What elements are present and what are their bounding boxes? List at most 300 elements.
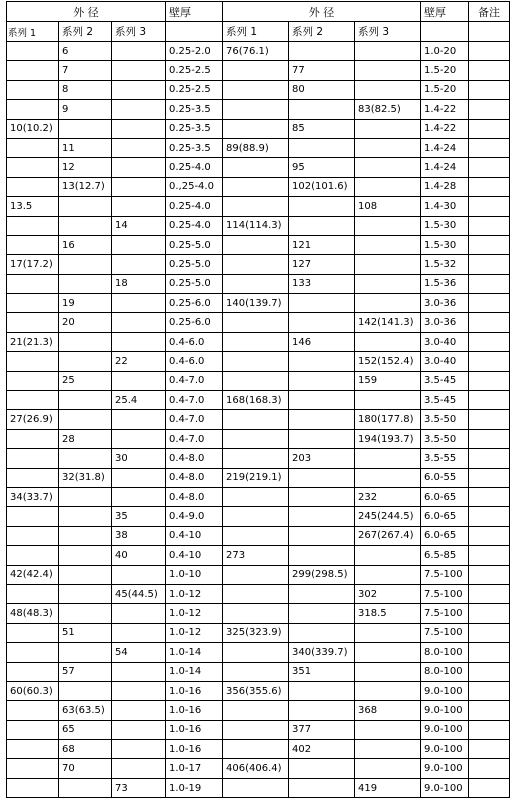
series-3-right-cell: [355, 662, 421, 681]
series-3-left-cell: [112, 61, 166, 80]
wall-thickness-right-cell: 9.0-100: [421, 701, 469, 720]
remarks-cell: [469, 216, 510, 235]
series-3-right-cell: [355, 177, 421, 196]
series-1-right-cell: [223, 158, 289, 177]
series-1-right-cell: [223, 507, 289, 526]
wall-thickness-right-cell: 7.5-100: [421, 604, 469, 623]
table-row: [7, 138, 510, 157]
wall-thickness-right-cell: 7.5-100: [421, 584, 469, 603]
table-wrapper: [6, 1, 510, 798]
series-1-right-cell: [223, 643, 289, 662]
remarks-cell: [469, 643, 510, 662]
series-3-left-cell: [112, 138, 166, 157]
series-1-left-cell: [7, 391, 59, 410]
series-3-right-cell: 152(152.4): [355, 352, 421, 371]
wall-thickness-left-cell: 1.0-19: [166, 778, 223, 797]
wall-thickness-left-cell: 1.0-10: [166, 565, 223, 584]
series-3-right-cell: [355, 546, 421, 565]
wall-thickness-left-cell: 0.4-9.0: [166, 507, 223, 526]
series-1-right-cell: [223, 371, 289, 390]
wall-thickness-right-cell: 3.5-55: [421, 449, 469, 468]
series-3-right-cell: 232: [355, 487, 421, 506]
wall-thickness-left-cell: 0.25-5.0: [166, 255, 223, 274]
series-2-right-cell: [289, 681, 355, 700]
series-1-left-cell: [7, 313, 59, 332]
remarks-cell: [469, 449, 510, 468]
wall-thickness-left-cell: 0.4-7.0: [166, 371, 223, 390]
table-row: [7, 740, 510, 759]
series-3-left-cell: [112, 740, 166, 759]
wall-thickness-left-cell: 1.0-16: [166, 681, 223, 700]
series-3-right-cell: 142(141.3): [355, 313, 421, 332]
remarks-cell: [469, 61, 510, 80]
series-3-left-cell: [112, 158, 166, 177]
series-3-left-cell: [112, 100, 166, 119]
series-1-left-cell: [7, 100, 59, 119]
wall-thickness-right-cell: 1.0-20: [421, 42, 469, 61]
pipe-size-table: [6, 1, 510, 798]
wall-thickness-left-cell: 0.25-6.0: [166, 313, 223, 332]
wall-thickness-right-cell: 1.5-20: [421, 80, 469, 99]
remarks-cell: [469, 681, 510, 700]
series-3-right-cell: [355, 720, 421, 739]
wall-thickness-right-cell: 6.0-65: [421, 507, 469, 526]
wall-thickness-left-cell: 0.4-6.0: [166, 352, 223, 371]
series-1-right-cell: [223, 701, 289, 720]
series-3-right-cell: 245(244.5): [355, 507, 421, 526]
table-row: [7, 429, 510, 448]
wall-thickness-right-cell: 1.5-36: [421, 274, 469, 293]
wall-thickness-right-cell: 9.0-100: [421, 681, 469, 700]
wall-thickness-right-cell: 1.4-28: [421, 177, 469, 196]
table-row: [7, 507, 510, 526]
series-2-right-cell: 85: [289, 119, 355, 138]
wall-thickness-right-cell: 1.5-30: [421, 235, 469, 254]
series-1-left-cell: 60(60.3): [7, 681, 59, 700]
series-2-right-cell: [289, 759, 355, 778]
table-row: [7, 759, 510, 778]
series-1-header-right: 系列 1: [223, 22, 289, 42]
series-3-right-cell: [355, 80, 421, 99]
series-2-right-cell: [289, 546, 355, 565]
series-1-right-cell: [223, 740, 289, 759]
series-1-left-cell: 27(26.9): [7, 410, 59, 429]
series-3-right-cell: [355, 759, 421, 778]
series-1-right-cell: 273: [223, 546, 289, 565]
series-1-right-cell: [223, 720, 289, 739]
series-1-right-cell: 89(88.9): [223, 138, 289, 157]
wall-thickness-left-cell: 0.4-8.0: [166, 468, 223, 487]
series-3-left-cell: 22: [112, 352, 166, 371]
wall-thickness-left-cell: 1.0-14: [166, 662, 223, 681]
wall-thickness-left-cell: 0.25-4.0: [166, 216, 223, 235]
series-3-right-cell: 318.5: [355, 604, 421, 623]
series-1-left-cell: [7, 42, 59, 61]
series-1-header-left: 系列 1: [7, 22, 59, 42]
series-3-left-cell: [112, 662, 166, 681]
series-2-right-cell: 102(101.6): [289, 177, 355, 196]
series-1-right-cell: 325(323.9): [223, 623, 289, 642]
series-1-right-cell: [223, 100, 289, 119]
remarks-cell: [469, 255, 510, 274]
wall-thickness-left-cell: 0.25-2.5: [166, 61, 223, 80]
series-3-left-cell: 73: [112, 778, 166, 797]
wall-thickness-right-cell: 1.5-20: [421, 61, 469, 80]
series-2-left-cell: [59, 526, 112, 545]
series-2-right-cell: 146: [289, 332, 355, 351]
series-2-right-cell: [289, 294, 355, 313]
remarks-cell: [469, 507, 510, 526]
series-3-right-cell: [355, 235, 421, 254]
remarks-cell: [469, 487, 510, 506]
remarks-cell: [469, 623, 510, 642]
series-1-right-cell: [223, 410, 289, 429]
wall-thickness-right-cell: 1.4-24: [421, 158, 469, 177]
wall-thickness-right-cell: 6.0-55: [421, 468, 469, 487]
series-2-left-cell: 68: [59, 740, 112, 759]
series-3-left-cell: 25.4: [112, 391, 166, 410]
series-1-right-cell: [223, 487, 289, 506]
series-3-right-cell: [355, 61, 421, 80]
series-1-left-cell: 42(42.4): [7, 565, 59, 584]
series-2-left-cell: [59, 410, 112, 429]
series-2-left-cell: [59, 332, 112, 351]
series-2-header-left: 系列 2: [59, 22, 112, 42]
series-1-left-cell: [7, 740, 59, 759]
series-3-left-cell: 35: [112, 507, 166, 526]
remarks-subheader: [469, 22, 510, 42]
series-3-left-cell: 30: [112, 449, 166, 468]
table-row: [7, 604, 510, 623]
series-3-left-cell: [112, 371, 166, 390]
table-row: [7, 623, 510, 642]
wall-thickness-right-cell: 3.5-50: [421, 410, 469, 429]
series-1-right-cell: [223, 274, 289, 293]
series-2-right-cell: 121: [289, 235, 355, 254]
series-1-right-cell: [223, 449, 289, 468]
table-row: [7, 274, 510, 293]
series-1-left-cell: [7, 662, 59, 681]
table-row: [7, 235, 510, 254]
series-2-right-cell: [289, 410, 355, 429]
wall-thickness-header-right: 壁厚: [421, 2, 469, 22]
series-3-right-cell: [355, 391, 421, 410]
series-3-right-cell: [355, 255, 421, 274]
table-row: [7, 546, 510, 565]
series-2-right-cell: [289, 584, 355, 603]
header-row-series: [7, 22, 510, 42]
table-row: [7, 584, 510, 603]
series-3-left-cell: [112, 332, 166, 351]
series-2-right-cell: 377: [289, 720, 355, 739]
series-3-left-cell: [112, 720, 166, 739]
series-2-right-cell: [289, 526, 355, 545]
series-3-left-cell: [112, 235, 166, 254]
series-1-right-cell: [223, 313, 289, 332]
series-2-left-cell: 8: [59, 80, 112, 99]
series-2-left-cell: [59, 216, 112, 235]
series-2-right-cell: [289, 391, 355, 410]
table-body: [7, 42, 510, 798]
series-3-right-cell: [355, 119, 421, 138]
remarks-cell: [469, 604, 510, 623]
series-2-left-cell: 7: [59, 61, 112, 80]
remarks-cell: [469, 274, 510, 293]
remarks-cell: [469, 720, 510, 739]
table-row: [7, 197, 510, 216]
remarks-cell: [469, 410, 510, 429]
remarks-cell: [469, 197, 510, 216]
remarks-cell: [469, 701, 510, 720]
series-1-left-cell: [7, 507, 59, 526]
wall-thickness-left-cell: 1.0-14: [166, 643, 223, 662]
wall-thickness-right-cell: 6.0-65: [421, 526, 469, 545]
series-3-left-cell: [112, 623, 166, 642]
wall-thickness-left-cell: 1.0-12: [166, 584, 223, 603]
header-row-main: [7, 2, 510, 22]
remarks-cell: [469, 158, 510, 177]
series-2-left-cell: 16: [59, 235, 112, 254]
series-2-right-cell: [289, 352, 355, 371]
wall-thickness-right-cell: 9.0-100: [421, 759, 469, 778]
series-1-left-cell: 48(48.3): [7, 604, 59, 623]
series-2-left-cell: [59, 119, 112, 138]
table-row: [7, 313, 510, 332]
series-3-right-cell: 194(193.7): [355, 429, 421, 448]
remarks-cell: [469, 468, 510, 487]
series-2-left-cell: [59, 391, 112, 410]
series-2-right-cell: 95: [289, 158, 355, 177]
wall-thickness-left-cell: 0.25-5.0: [166, 235, 223, 254]
series-2-left-cell: 51: [59, 623, 112, 642]
series-1-right-cell: [223, 352, 289, 371]
series-1-left-cell: [7, 623, 59, 642]
series-2-right-cell: [289, 507, 355, 526]
remarks-cell: [469, 584, 510, 603]
series-1-left-cell: [7, 429, 59, 448]
series-2-left-cell: [59, 352, 112, 371]
series-3-left-cell: [112, 429, 166, 448]
table-row: [7, 255, 510, 274]
series-1-right-cell: [223, 604, 289, 623]
wall-thickness-left-cell: 0.4-8.0: [166, 449, 223, 468]
wall-thickness-left-cell: 0.25-6.0: [166, 294, 223, 313]
series-2-left-cell: 32(31.8): [59, 468, 112, 487]
series-3-right-cell: [355, 274, 421, 293]
remarks-cell: [469, 391, 510, 410]
wall-thickness-left-cell: 0.4-6.0: [166, 332, 223, 351]
wall-thickness-left-cell: 0.25-4.0: [166, 158, 223, 177]
series-2-right-cell: 299(298.5): [289, 565, 355, 584]
series-3-left-cell: [112, 487, 166, 506]
series-3-left-cell: [112, 313, 166, 332]
wall-thickness-left-cell: 0.4-8.0: [166, 487, 223, 506]
series-3-right-cell: [355, 158, 421, 177]
wall-thickness-right-cell: 9.0-100: [421, 778, 469, 797]
series-3-right-cell: [355, 468, 421, 487]
table-row: [7, 80, 510, 99]
outer-diameter-header-left: 外 径: [7, 2, 166, 22]
series-2-left-cell: [59, 681, 112, 700]
series-2-left-cell: [59, 449, 112, 468]
series-3-right-cell: 108: [355, 197, 421, 216]
table-row: [7, 42, 510, 61]
series-3-right-cell: [355, 740, 421, 759]
series-1-right-cell: [223, 584, 289, 603]
wall-thickness-right-cell: 9.0-100: [421, 740, 469, 759]
series-3-left-cell: [112, 604, 166, 623]
series-3-right-cell: [355, 138, 421, 157]
series-3-left-cell: [112, 681, 166, 700]
series-3-right-cell: [355, 643, 421, 662]
series-1-left-cell: 17(17.2): [7, 255, 59, 274]
table-row: [7, 352, 510, 371]
series-2-left-cell: [59, 487, 112, 506]
series-1-right-cell: [223, 662, 289, 681]
series-3-right-cell: [355, 42, 421, 61]
series-1-right-cell: 168(168.3): [223, 391, 289, 410]
table-row: [7, 100, 510, 119]
wall-thickness-right-cell: 1.4-22: [421, 119, 469, 138]
wall-thickness-left-cell: 1.0-16: [166, 701, 223, 720]
series-1-left-cell: [7, 371, 59, 390]
series-1-left-cell: [7, 759, 59, 778]
series-2-right-cell: [289, 100, 355, 119]
series-2-right-cell: [289, 623, 355, 642]
wall-thickness-subheader-left: [166, 22, 223, 42]
series-1-right-cell: [223, 197, 289, 216]
series-3-right-cell: 83(82.5): [355, 100, 421, 119]
series-1-left-cell: [7, 61, 59, 80]
series-1-left-cell: [7, 720, 59, 739]
table-row: [7, 643, 510, 662]
series-3-right-cell: 419: [355, 778, 421, 797]
series-3-left-cell: 14: [112, 216, 166, 235]
series-1-left-cell: [7, 546, 59, 565]
series-3-right-cell: [355, 294, 421, 313]
wall-thickness-right-cell: 1.4-30: [421, 197, 469, 216]
series-1-right-cell: [223, 255, 289, 274]
series-1-right-cell: [223, 526, 289, 545]
series-3-left-cell: [112, 565, 166, 584]
wall-thickness-left-cell: 1.0-17: [166, 759, 223, 778]
series-1-left-cell: [7, 138, 59, 157]
series-3-right-cell: 159: [355, 371, 421, 390]
wall-thickness-left-cell: 0.25-5.0: [166, 274, 223, 293]
series-3-right-cell: [355, 681, 421, 700]
remarks-cell: [469, 80, 510, 99]
wall-thickness-right-cell: 1.4-22: [421, 100, 469, 119]
series-2-left-cell: 70: [59, 759, 112, 778]
series-2-right-cell: 351: [289, 662, 355, 681]
wall-thickness-left-cell: 1.0-16: [166, 720, 223, 739]
series-1-left-cell: [7, 158, 59, 177]
series-3-left-cell: 18: [112, 274, 166, 293]
wall-thickness-right-cell: 8.0-100: [421, 643, 469, 662]
wall-thickness-right-cell: 1.5-30: [421, 216, 469, 235]
series-2-left-cell: [59, 546, 112, 565]
series-2-left-cell: 9: [59, 100, 112, 119]
table-row: [7, 61, 510, 80]
series-2-right-cell: [289, 42, 355, 61]
series-2-right-cell: [289, 313, 355, 332]
series-1-right-cell: [223, 80, 289, 99]
series-1-right-cell: 406(406.4): [223, 759, 289, 778]
series-2-left-cell: [59, 643, 112, 662]
table-row: [7, 565, 510, 584]
wall-thickness-left-cell: 0.25-2.5: [166, 80, 223, 99]
wall-thickness-right-cell: 3.0-36: [421, 313, 469, 332]
series-2-left-cell: 20: [59, 313, 112, 332]
wall-thickness-right-cell: 3.5-50: [421, 429, 469, 448]
series-3-left-cell: [112, 80, 166, 99]
series-3-left-cell: [112, 177, 166, 196]
series-2-left-cell: 6: [59, 42, 112, 61]
remarks-cell: [469, 313, 510, 332]
remarks-cell: [469, 662, 510, 681]
wall-thickness-right-cell: 9.0-100: [421, 720, 469, 739]
remarks-cell: [469, 371, 510, 390]
series-2-left-cell: [59, 604, 112, 623]
series-3-right-cell: [355, 623, 421, 642]
series-1-left-cell: 21(21.3): [7, 332, 59, 351]
remarks-cell: [469, 429, 510, 448]
series-2-right-cell: [289, 138, 355, 157]
table-row: [7, 526, 510, 545]
series-3-left-cell: [112, 119, 166, 138]
table-row: [7, 468, 510, 487]
series-1-left-cell: [7, 449, 59, 468]
series-3-left-cell: [112, 197, 166, 216]
series-1-right-cell: [223, 332, 289, 351]
wall-thickness-left-cell: 0.4-7.0: [166, 410, 223, 429]
series-3-right-cell: 368: [355, 701, 421, 720]
series-3-left-cell: [112, 255, 166, 274]
series-3-right-cell: [355, 332, 421, 351]
table-row: [7, 391, 510, 410]
series-2-left-cell: [59, 565, 112, 584]
table-row: [7, 119, 510, 138]
series-3-left-cell: [112, 701, 166, 720]
wall-thickness-right-cell: 6.5-85: [421, 546, 469, 565]
remarks-cell: [469, 565, 510, 584]
series-2-right-cell: [289, 468, 355, 487]
wall-thickness-right-cell: 3.0-40: [421, 352, 469, 371]
series-2-right-cell: 203: [289, 449, 355, 468]
remarks-cell: [469, 294, 510, 313]
wall-thickness-left-cell: 0.4-7.0: [166, 429, 223, 448]
wall-thickness-left-cell: 1.0-16: [166, 740, 223, 759]
series-1-left-cell: [7, 643, 59, 662]
series-1-left-cell: [7, 468, 59, 487]
series-1-left-cell: [7, 701, 59, 720]
series-2-left-cell: [59, 274, 112, 293]
series-3-header-right: 系列 3: [355, 22, 421, 42]
remarks-cell: [469, 235, 510, 254]
series-3-left-cell: [112, 468, 166, 487]
series-2-right-cell: [289, 429, 355, 448]
wall-thickness-right-cell: 3.0-40: [421, 332, 469, 351]
series-2-right-cell: 127: [289, 255, 355, 274]
series-1-right-cell: [223, 177, 289, 196]
wall-thickness-right-cell: 3.5-45: [421, 371, 469, 390]
table-row: [7, 720, 510, 739]
series-2-left-cell: 63(63.5): [59, 701, 112, 720]
series-2-left-cell: 19: [59, 294, 112, 313]
series-2-right-cell: [289, 604, 355, 623]
series-2-left-cell: [59, 584, 112, 603]
series-3-right-cell: 302: [355, 584, 421, 603]
